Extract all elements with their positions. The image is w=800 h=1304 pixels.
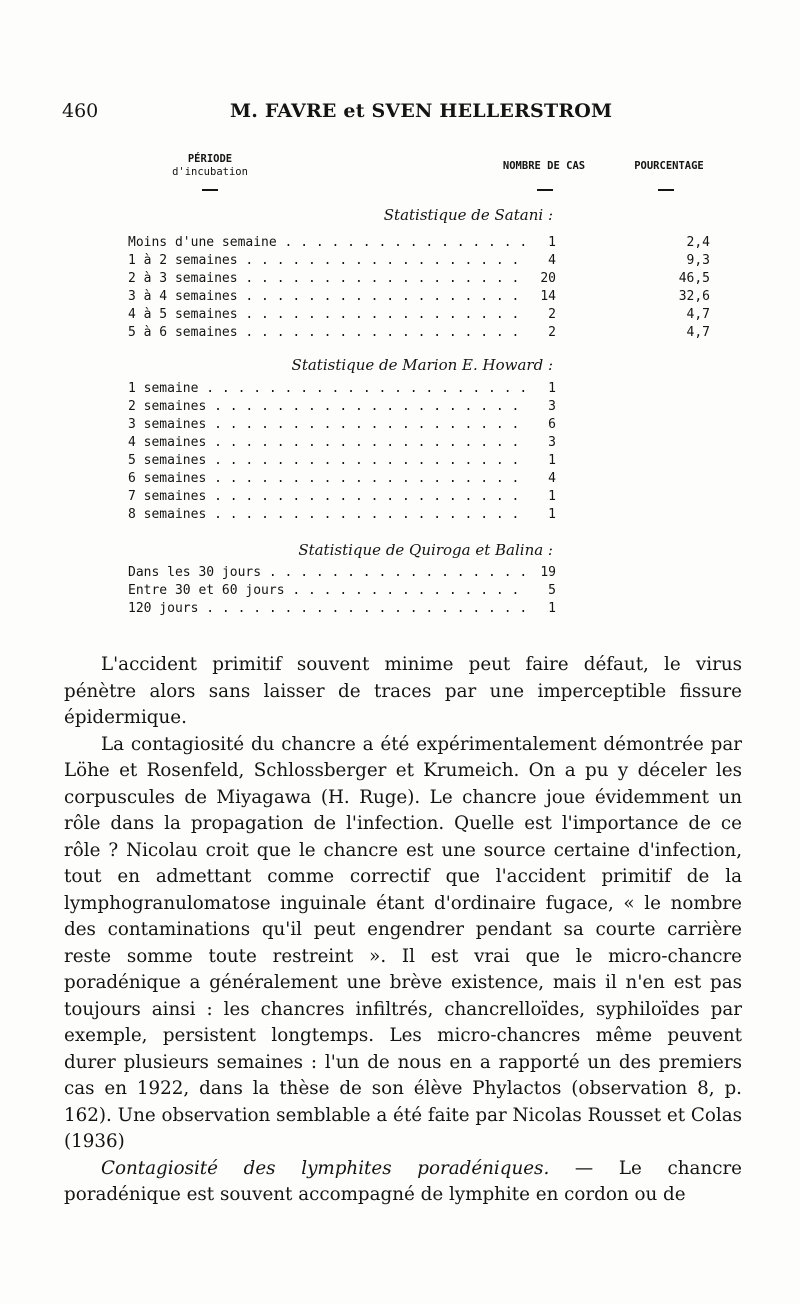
row-label: 5 à 6 semaines . . . xyxy=(128,324,528,342)
row-label: 4 semaines . . . xyxy=(128,434,528,452)
row-cas: 4 xyxy=(548,253,556,268)
column-dash-periode xyxy=(202,189,218,191)
row-cas: 4 xyxy=(548,471,556,486)
row-label: 5 semaines . . . xyxy=(128,452,528,470)
column-header-periode-line1: PÉRIODE xyxy=(187,153,233,165)
row-label: Moins d'une semaine . . . xyxy=(128,234,528,252)
table-row xyxy=(128,564,728,582)
row-cas: 1 xyxy=(548,235,556,250)
section-title-satani: Statistique de Satani : xyxy=(383,206,553,224)
table-row xyxy=(128,234,728,252)
paragraph-1: L'accident primitif souvent minime peut faire défaut, le virus pénètre alors sans laisser de traces par une imperceptible fissure épidermique. xyxy=(64,654,742,728)
page-header xyxy=(62,100,742,130)
row-cas: 20 xyxy=(540,271,556,286)
table-row xyxy=(128,306,728,324)
paragraph-2: La contagiosité du chancre a été expérimentalement démontrée par Löhe et Rosenfeld, Schlossberger et Krumeich. On a pu y déceler les corpuscules de Miyagawa (H. Ruge). Le chancre joue évidemment un rôle dans la propagation de l'infection. Quelle est l'importance de ce rôle ? Nicolau croit que le chancre est une source certaine d'infection, tout en admettant comme correctif que l'accident primitif de la lymphogranulomatose inguinale étant d'ordinaire fugace, « le nombre des contaminations qu'il peut engendrer pendant sa courte carrière reste somme toute restreint ». Il est vrai que le micro-chancre poradénique a généralement une brève existence, mais il n'en est pas toujours ainsi : les chancres infiltrés, chancrelloïdes, syphiloïdes par exemple, persistent longtemps. Les micro-chancres même peuvent durer plusieurs semaines : l'un de nous en a rapporté un des premiers cas en 1922, dans la thèse de son élève Phylactos (observation 8, p. 162). Une observation semblable a été faite par Nicolas Rousset et Colas (1936) xyxy=(64,733,742,1152)
table-row xyxy=(128,398,728,416)
running-title: M. FAVRE et SVEN HELLERSTROM xyxy=(230,100,613,122)
row-label: 7 semaines . . . xyxy=(128,488,528,506)
row-label: 1 à 2 semaines . . . xyxy=(128,252,528,270)
row-label: 1 semaine . . . xyxy=(128,380,528,398)
section-title-quiroga-balina: Statistique de Quiroga et Balina : xyxy=(298,541,553,559)
row-cas: 2 xyxy=(548,325,556,340)
row-cas: 1 xyxy=(548,601,556,616)
table-row xyxy=(128,506,728,524)
column-header-periode-line2: d'incubation xyxy=(172,166,248,178)
row-cas: 14 xyxy=(540,289,556,304)
table-row xyxy=(128,470,728,488)
row-cas: 3 xyxy=(548,399,556,414)
row-label: 3 à 4 semaines . . . xyxy=(128,288,528,306)
row-pct: 4,7 xyxy=(686,325,710,340)
row-label: Dans les 30 jours . . . xyxy=(128,564,528,582)
column-header-pourcentage: POURCENTAGE xyxy=(634,160,704,172)
body-text xyxy=(64,652,742,1209)
column-dash-pct xyxy=(658,189,674,191)
table-row xyxy=(128,288,728,306)
paragraph-3 xyxy=(64,1156,742,1209)
row-cas: 3 xyxy=(548,435,556,450)
row-pct: 2,4 xyxy=(686,235,710,250)
table-row xyxy=(128,380,728,398)
table-row xyxy=(128,252,728,270)
paragraph-3-text: — Le chancre poradénique est souvent accompagné de lymphite en cordon ou de xyxy=(64,1157,742,1205)
row-cas: 5 xyxy=(548,583,556,598)
row-label: 6 semaines . . . xyxy=(128,470,528,488)
row-cas: 1 xyxy=(548,507,556,522)
row-label: Entre 30 et 60 jours . . . xyxy=(128,582,528,600)
column-header-nombre-de-cas: NOMBRE DE CAS xyxy=(502,160,586,172)
table-row xyxy=(128,582,728,600)
row-cas: 2 xyxy=(548,307,556,322)
row-pct: 32,6 xyxy=(678,289,710,304)
row-cas: 1 xyxy=(548,453,556,468)
row-label: 3 semaines . . . xyxy=(128,416,528,434)
table-row xyxy=(128,270,728,288)
row-label: 2 à 3 semaines . . . xyxy=(128,270,528,288)
row-cas: 1 xyxy=(548,381,556,396)
column-dash-cas xyxy=(537,189,553,191)
row-pct: 46,5 xyxy=(678,271,710,286)
row-label: 4 à 5 semaines . . . xyxy=(128,306,528,324)
row-label: 120 jours . . . xyxy=(128,600,528,618)
table-row xyxy=(128,600,728,618)
table-row xyxy=(128,488,728,506)
row-cas: 1 xyxy=(548,489,556,504)
page-number: 460 xyxy=(62,100,99,122)
row-pct: 4,7 xyxy=(686,307,710,322)
row-cas: 6 xyxy=(548,417,556,432)
table-row xyxy=(128,434,728,452)
table-row xyxy=(128,416,728,434)
row-label: 2 semaines . . . xyxy=(128,398,528,416)
paragraph-3-heading: Contagiosité des lymphites poradéniques. xyxy=(101,1157,550,1179)
row-pct: 9,3 xyxy=(686,253,710,268)
row-label: 8 semaines . . . xyxy=(128,506,528,524)
table-row xyxy=(128,324,728,342)
table-row xyxy=(128,452,728,470)
row-cas: 19 xyxy=(540,565,556,580)
section-title-howard: Statistique de Marion E. Howard : xyxy=(291,356,553,374)
column-header-periode xyxy=(160,153,260,179)
